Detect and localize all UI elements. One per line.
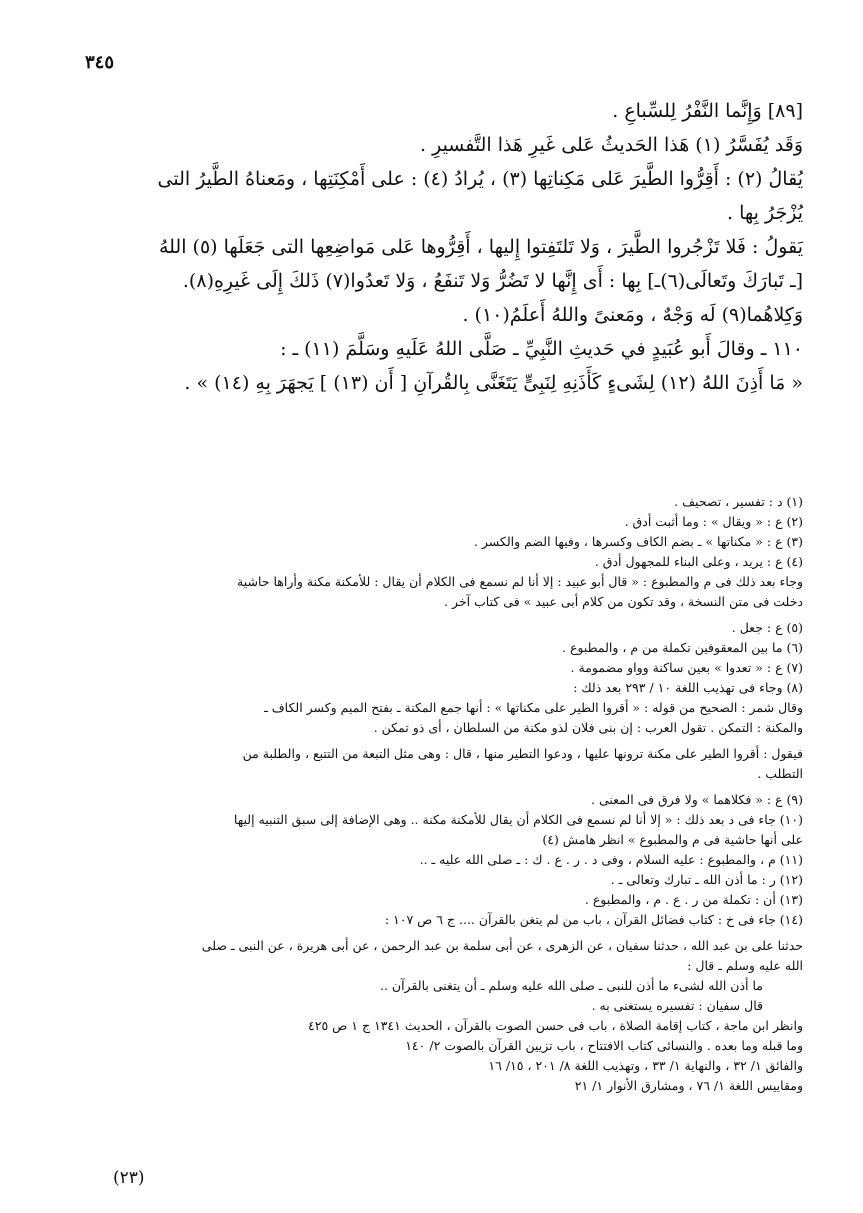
footnote-line: والفائق ١/ ٣٢ ، والنهاية ١/ ٣٣ ، وتهذيب اللغة ٨/ ٢٠١ ، ١٥/ ١٦: [488, 1058, 803, 1073]
main-line: « مَا أَذِنَ اللهُ (١٢) لِشَىءٍ كَأَذَنِهِ لِنَبِىٍّ يَتَغَنَّى بِالقُرآنِ [ أَن (١٣) ] يَجهَرَ بِهِ (١٤) » .: [184, 372, 803, 394]
footnote-line: وجاء بعد ذلك فى م والمطبوع : « قال أبو عبيد : إلا أنا لم نسمع فى الكلام أن يقال : للأمكنة مكنة وأراها حاشية: [237, 574, 803, 589]
page-number-bottom: (٢٣): [113, 1168, 145, 1188]
main-line: [ـ تَبارَكَ وتَعالَى(٦)ـ] بِها : أَى إِنَّها لا تَضُرُّ وَلا تَنفَعُ ، وَلا تَعدُوا(٧) ذَلكَ إِلَى غَيرِهِ(٨).: [182, 270, 803, 292]
main-line: يُزْجَرُ بِها .: [727, 202, 803, 224]
footnote-line: (١٢) ر : ما أذن الله ـ تبارك وتعالى ـ .: [610, 872, 803, 887]
main-line: يَقولُ : فَلا تَزْجُروا الطَّيرَ ، وَلا تَلتَفِتوا إِليها ، أَقِرُّوها عَلى مَواضِعِها التى جَعَلَها (٥) اللهُ: [158, 236, 803, 258]
page-number-top: ٣٤٥: [85, 52, 115, 73]
footnote-line: (٧) ع : « تعدوا » بعين ساكنة وواو مضمومة .: [570, 660, 803, 675]
footnote-line: قال سفيان : تفسيره يستغنى به .: [591, 998, 763, 1013]
footnote-line: (٤) ع : يريد ، وعلى البناء للمجهول أدق .: [594, 554, 803, 569]
main-line: وَكِلاهُما(٩) لَه وَجْهٌ ، ومَعنىً واللهُ أَعلَمُ(١٠) .: [462, 304, 803, 326]
footnote-line: (٥) ع : جعل .: [731, 620, 803, 635]
footnote-line: (٨) وجاء فى تهذيب اللغة ١٠ / ٢٩٣ بعد ذلك :: [573, 680, 803, 695]
footnote-line: على أنها حاشية فى م والمطبوع » انظر هامش (٤): [542, 832, 803, 847]
footnote-line: حدثنا على بن عبد الله ، حدثنا سفيان ، عن الزهرى ، عن أبى سلمة بن عبد الرحمن ، عن أبى هريرة ، عن النبى ـ صلى: [201, 938, 803, 953]
footnote-line: (١١) م ، والمطبوع : عليه السلام ، وفى د . ر . ع . ك : ـ صلى الله عليه ـ ..: [419, 852, 803, 867]
main-text: [88, 100, 803, 414]
footnote-line: وانظر ابن ماجة ، كتاب إقامة الصلاة ، باب فى حسن الصوت بالقرآن ، الحديث ١٣٤١ ج ١ ص ٤٢٥: [308, 1018, 803, 1033]
footnote-line: فيقول : أقروا الطير على مكنة ترونها عليها ، ودعوا التطير منها ، قال : وهى مثل التبعة من التتبع ، والطلبة من: [242, 746, 803, 761]
main-line: يُقالُ (٢) : أَقِرُّوا الطَّيرَ عَلى مَكِناتِها (٣) ، يُرادُ (٤) : على أَمْكِنَتِها ، ومَعناهُ الطَّيرُ التى: [157, 168, 803, 190]
footnote-line: ومقاييس اللغة ١/ ٧٦ ، ومشارق الأنوار ١/ ٢١: [574, 1078, 803, 1093]
footnote-line: وما قبله وما بعده . والنسائى كتاب الافتتاح ، باب تزيين القرآن بالصوت ٢/ ١٤٠: [405, 1038, 803, 1053]
footnote-line: دخلت فى متن النسخة ، وقد تكون من كلام أبى عبيد » فى كتاب آخر .: [444, 594, 803, 609]
footnote-line: التطلب .: [757, 766, 803, 781]
footnote-line: والمكنة : التمكن . تقول العرب : إن بنى فلان لذو مكنة من السلطان ، أى ذو تمكن .: [373, 720, 803, 735]
footnote-line: (٦) ما بين المعقوفين تكملة من م ، والمطبوع .: [562, 640, 803, 655]
main-line: ١١٠ ـ وقالَ أَبو عُبَيدٍ في حَديثِ النَّبِيِّ ـ صَلَّى اللهُ عَلَيهِ وسَلَّمَ (١١) ـ :: [280, 338, 803, 360]
main-line: [٨٩] وَإِنَّما النَّفْرُ لِلسِّباعِ .: [612, 100, 803, 122]
footnote-line: (١٤) جاء فى خ : كتاب فضائل القرآن ، باب من لم يتغن بالقرآن .... ج ٦ ص ١٠٧ :: [384, 912, 803, 927]
footnote-line: الله عليه وسلم ـ قال :: [687, 958, 803, 973]
footnote-line: (١٠) جاء فى د بعد ذلك : « إلا أنا لم نسمع فى الكلام أن يقال للأمكنة مكنة .. وهى الإضافة إلى سبق التنبيه إليها: [233, 812, 803, 827]
main-line: وَقَد يُفَسَّرُ (١) هَذا الحَديثُ عَلى غَيرِ هَذا التَّفسيرِ .: [420, 134, 803, 156]
footnote-line: (١٣) أن : تكملة من ر . ع . م ، والمطبوع .: [584, 892, 803, 907]
footnote-line: وقال شمر : الصحيح من قوله : « أقروا الطير على مكناتها » : أنها جمع المكنة ـ بفتح الميم وكسر الكاف ـ: [264, 700, 803, 715]
footnote-line: (٣) ع : « مكناتها » ـ بضم الكاف وكسرها ، وفيها الضم والكسر .: [473, 534, 803, 549]
footnotes: [88, 493, 803, 1097]
footnote-line: (٢) ع : « ويقال » : وما أثبت أدق .: [624, 514, 803, 529]
footnote-line: (٩) ع : « فكلاهما » ولا فرق فى المعنى .: [591, 792, 803, 807]
footnote-line: ما أذن الله لشىء ما أذن للنبى ـ صلى الله عليه وسلم ـ أن يتغنى بالقرآن ..: [379, 978, 763, 993]
footnote-line: (١) د : تفسير ، تصحيف .: [674, 494, 803, 509]
